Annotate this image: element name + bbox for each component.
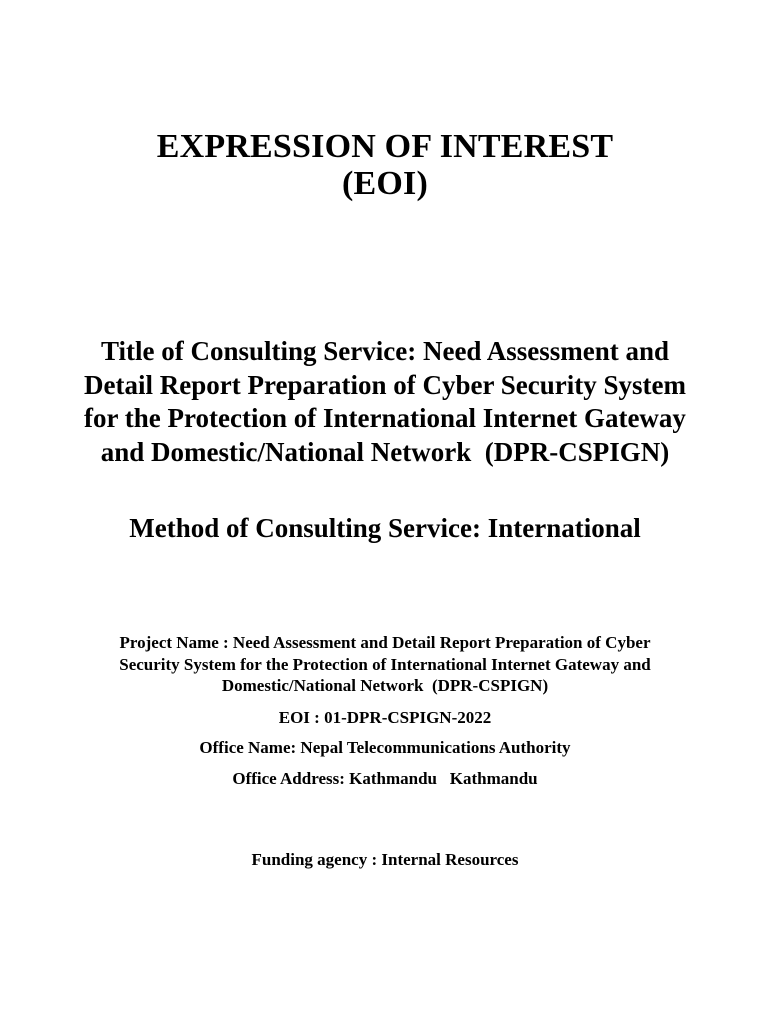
main-title-line: (EOI) xyxy=(342,165,428,202)
service-title-line: and Domestic/National Network (DPR-CSPIGN) xyxy=(100,436,670,467)
funding-agency: Funding agency : Internal Resources xyxy=(251,850,519,869)
project-name-line: Security System for the Protection of International Internet Gateway and xyxy=(119,654,651,674)
project-name-line: Domestic/National Network (DPR-CSPIGN) xyxy=(221,676,549,695)
main-title-line: EXPRESSION OF INTEREST xyxy=(156,128,614,165)
consulting-service-title xyxy=(0,335,770,469)
office-address: Office Address: Kathmandu Kathmandu xyxy=(232,769,538,788)
service-title-line: Detail Report Preparation of Cyber Security System xyxy=(84,369,686,400)
eoi-number: EOI : 01-DPR-CSPIGN-2022 xyxy=(278,708,492,727)
consulting-method: Method of Consulting Service: International xyxy=(129,513,641,543)
project-name-line: Project Name : Need Assessment and Detail Report Preparation of Cyber xyxy=(119,633,651,652)
service-title-line: Title of Consulting Service: Need Assessment and xyxy=(100,336,669,366)
office-name: Office Name: Nepal Telecommunications Authority xyxy=(199,738,571,757)
service-title-line: for the Protection of International Internet Gateway xyxy=(84,403,686,433)
project-name xyxy=(0,632,770,697)
main-title xyxy=(0,128,770,202)
